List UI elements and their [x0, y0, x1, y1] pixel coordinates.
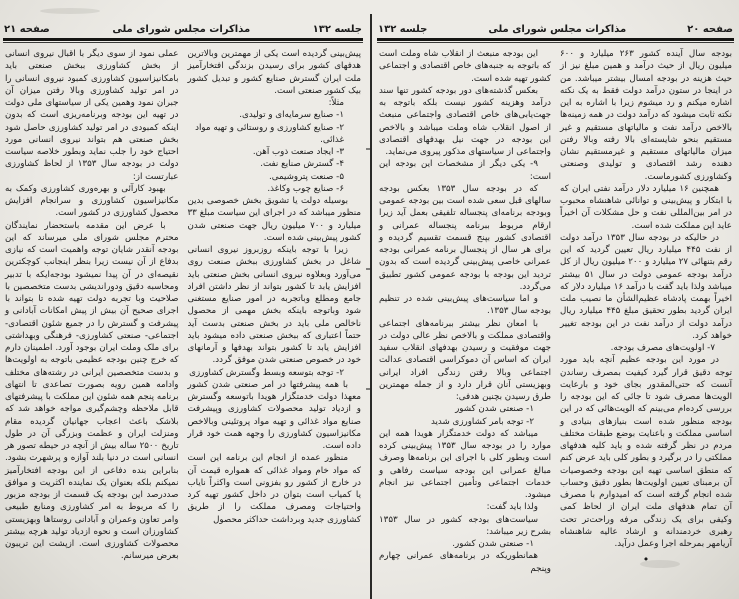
paragraph: در حالیکه در بودجه سال ۱۳۵۳ درآمد دولت از نفت ۴۴۵ میلیارد ریال تعیین گردید که این رقم بتنهائی ۲۷ میلیارد و ۲۰۰ میلیون ریال از کل درآمد بودجه عمومی دولت در سال ۵۱ بیشتر میباشد ولذا باید گفت با درآمد ۱۶ میلیارد دلار که اخیراً بهمت پادشاه عظیم‌الشأن ما نصیب ملت ایران گردید بطور تحقیق مبلغ ۴۴۵ میلیارد ریال درآمد دولت از درآمد نفت در این بودجه تغییر خواهد کرد.: [560, 232, 732, 341]
paragraph: عملی نمود از سوی دیگر با اقبال نیروی انسانی از بخش کشاورزی ببخش صنعتی باید بامکانیزاسیون کشاورزی کمبود نیروی انسانی را در امر تولید کشاورزی وبالا رفتن میزان آن جبران نمود وهمین یکی از سیاستهای ملی دولت در تهیه این بودجه وبرنامه‌ریزی است که بدون اینکه کمبودی در امر تولید کشاورزی حاصل شود بخش صنعتی هم بتواند نیروی انسانی مورد احتیاج خود را جلب نماید وبطور خلاصه سیاست دولت در بودجه سال ۱۳۵۳ از لحاظ کشاورزی عبارتست از:: [5, 49, 179, 182]
list-line: ۱- صنایع سرمایه‌ای و تولیدی.: [239, 110, 344, 121]
list-line: ۵- صنعت پتروشیمی.: [268, 171, 344, 182]
paragraph: با عرض این مقدمه باستحضار نمایندگان محترم مجلس شورای ملی میرساند که این بودجه آنقدر شایان توجه واهمیت است که نیازی بدفاع از آن نیست زیرا بنظر اینجانب کوچکترین نقیصه‌ای در آن پیدا نمیشود بودجه‌ایکه با تدبیر ومحاسبه دقیق ودوراندیشی بدست متخصصین با صلاحیت وبا تجربه دولت تهیه شده تا بتواند با اجرای صحیح آن بیش از پیش امکانات آبادانی و پیشرفت و گسترش را در جمیع شئون اقتصادی- اجتماعی- صنعتی کشاورزی- فرهنگی وبهداشتی برای ملک وملت ایران بوجود آورد. اطمینان دارم که خرج چنین بودجه عظیمی باتوجه به اولویت‌ها و بدست متخصصین ایرانی در رشته‌های مختلف وادامه همین رویه بصورت تصاعدی تا انتهای برنامه پنجم همه شئون این مملکت با پیشرفتهای قابل ملاحظه وچشم‌گیری مواجه خواهد شد که بلاشک باعث اعجاب جهانیان گردیده مقام ومنزلت ایران و عظمت وبزرگی آن در طول تاریخ ۲۵۰۰ ساله بیش از آنچه در حیطه تصور هر انسانی است در دنیا بلند آوازه و پرشهرت بشود. بنابراین بنده دفاعی از این بودجه افتخارآمیز نمیکنم بلکه بعنوان یک نماینده اکثریت و موافق صددرصد این بودجه یک قسمت از بودجه مزبور را که مربوط به امر کشاورزی ومنابع طبیعی وامر تعاون وعمران و آبادانی روستاها وبهزیستی کشاورزان است و نحوه ازدیاد تولید هرچه بیشتر محصولات کشاورزی است. ازپشت این تریبون بعرض میرسانم.: [5, 220, 179, 562]
scan-artifact-marks: [366, 60, 372, 480]
page-right-header: [374, 0, 737, 36]
list-line: ۶- صنایع چوب وکاغذ.: [267, 183, 344, 194]
paragraph: ولذا باید گفت:: [486, 502, 538, 513]
paragraph: همانطوریکه در برنامه‌های عمرانی چهارم وپنجم: [379, 551, 551, 574]
paragraph: سیاست‌های بودجه کشور در سال ۱۳۵۳ بشرح زیر میباشد:: [379, 514, 551, 537]
paragraph: زیرا با توجه باینکه روزبروز نیروی انسانی شاغل در بخش کشاورزی ببخش صنعت روی می‌آورد وبعلاوه نیروی انسانی بخش صنعتی باید افزایش یابد تا کشور بتواند از نظر داشتن افراد جامع ومطلع وباتجربه در امور صنایع مستغنی شود وباتوجه باینکه بخش مهمی از محصول ناخالص ملی باید در بخش صنعتی بدست آید حتماً اعتباری که ببخش صنعتی داده میشود باید افزایش یابد تا کشور بتواند بهدفها و آرمانهای خود در خصوص صنعتی شدن موفق گردد.: [187, 245, 361, 366]
page-number: صفحه ۲۰: [687, 24, 733, 35]
paragraph: و اما سیاست‌های پیش‌بینی شده در تنظیم بودجه سال ۱۳۵۳.: [379, 294, 551, 317]
paragraph: این بودجه منبعث از انقلاب شاه وملت است که باتوجه به جنبه‌های خاص اقتصادی و اجتماعی کشور تهیه شده است.: [379, 49, 551, 84]
list-line: ۷- اولویت‌های مصرف بودجه.: [610, 343, 715, 353]
list-line: ۱- صنعتی شدن کشور: [455, 404, 534, 415]
paragraph: پیش‌بینی گردیده است یکی از مهمترین وبالاترین هدفهای کشور برای رسیدن بزندگی افتخارآمیز ملت ایران گسترش صنایع کشور و تبدیل کشور بیک کشور صنعتی است.: [187, 49, 361, 96]
paragraph: در مورد این بودجه عظیم آنچه باید مورد توجه دقیق قرار گیرد کیفیت بمصرف رساندن آنست که حتی‌المقدور بجای خود و بارعایت الویت‌ها مصرف شود تا جائی که این بودجه را بررسی کرده‌ام می‌بینم که الویت‌هائی که در این بودجه منظور شده است بنیازهای بنیادی و اساسی مملکت و باعنایت بوضع طبقات مختلف مردم در نظر گرفته شده و باید کلیه هدفهای مملکتی را در برگیرد و بطور کلی باید عرض کنم که منطق اساسی تهیه این بودجه وخصوصیات آن برمبنای تعیین اولویت‌ها بطور دقیق وحساب شده انجام گرفته است که امیدوارم با مصرف آن تمام هدفهای ملت ایران از لحاظ کمی وکیفی برای یک زندگی مرفه وراحت‌تر تحت رهبری خردمندانه و ارشاد عالیه شاهنشاه آریامهر بمرحله اجرا وعمل درآید.: [560, 355, 732, 549]
paragraph: همچنین ۱۶ میلیارد دلار درآمد نفتی ایران که با ابتکار و پیش‌بینی و توانائی شاهنشاه محبوب در امر بین‌المللی نفت و حل مشکلات آن اخیراً عاید این مملکت شده است.: [560, 183, 732, 231]
list-line: ۴- گسترش صنایع نفت.: [260, 159, 344, 170]
paragraph: با امعان نظر بیشتر ببرنامه‌های اجتماعی واقتصادی مملکت و بالاخص نظر عالی دولت در جهت موفقیت و رسیدن بهدفهای انقلاب سفید ایران که اساس آن دموکراسی اقتصادی عدالت اجتماعی وبالا رفتن زندگی افراد ایرانی وبهزیستی آنان قرار دارد و از جمله مهمترین طرق رسیدن بچنین هدفی:: [379, 318, 551, 402]
paragraph: منظور عمده از انجام این برنامه این است که مواد خام ومواد غذائی که همواره قیمت آن در خارج از کشور رو بفزونی است واکثراً نایاب یا کمیاب است بتوان در داخل کشور تهیه کرد واحتیاجات ومصرف مملکت را از طریق کشاورزی جدید وبرداشت حداکثر محصول: [187, 453, 361, 525]
journal-title: مذاکرات مجلس شورای ملی: [488, 24, 627, 35]
paragraph: •: [642, 553, 650, 567]
text-column: [379, 48, 551, 575]
paragraph: بعکس گذشته‌های دور بودجه کشور تنها سند درآمد وهزینه کشور نیست بلکه باتوجه به جهت‌یابی‌های خاص اقتصادی واجتماعی منبعث از اصول انقلاب شاه وملت میباشد و بالاخص این بودجه در جهت نیل بهدفهای اقتصادی واجتماعی از سیاستهای مذکور پیروی می‌نماید.: [379, 85, 551, 157]
text-column: [188, 48, 362, 563]
list-line: ۲- صنایع کشاورزی و روستائی و تهیه مواد غذائی.: [195, 122, 344, 145]
list-line: ۳- ایجاد صنعت ذوب آهن.: [252, 147, 344, 157]
page-right-columns: [374, 41, 737, 575]
page-number: صفحه ۲۱: [4, 24, 50, 35]
list-line: ۲- توجه بتوسعه وبسط وگسترش کشاورزی: [189, 367, 344, 378]
session-number: جلسه ۱۳۲: [378, 24, 428, 35]
paragraph: بوسیله دولت یا تشویق بخش خصوصی بدین منظور میباشد که در اجرای این سیاست مبلغ ۳۳ میلیارد و ۷۰۰ میلیون ریال جهت صنعتی شدن کشور پیش‌بینی شده است.: [187, 196, 362, 243]
page-left-columns: [0, 41, 366, 563]
page-left-header: [0, 0, 366, 36]
paragraph: ۹- یکی دیگر از مشخصات این بودجه این است:: [379, 159, 551, 182]
list-line: ۱- صنعتی شدن کشور.: [452, 539, 534, 549]
paragraph: بهبود کارآئی و بهره‌وری کشاورزی وکمک به مکانیزاسیون کشاورزی و سرانجام افزایش محصول کشاورزی در کشور است.: [5, 183, 179, 219]
list-line: مثلاً:: [328, 98, 344, 108]
paragraph: که در بودجه سال ۱۳۵۳ بعکس بودجه سالهای قبل سعی شده است بین بودجه عمومی وبودجه برنامه‌ای پنجساله تلفیقی بعمل آید زیرا ارقام مربوط ببرنامه پنجساله عمرانی و اقتصادی کشور بپنج قسمت تقسیم گردیده و برای هر سال از پنجسال برنامه عمرانی بودجه عمرانی خاصی پیش‌بینی گردیده است که بدون تردید این بودجه با بودجه عمومی کشور تطبیق می‌گردد.: [379, 183, 551, 292]
paragraph: میباشد که دولت خدمتگزار هویدا همه این موارد را در بودجه سال ۱۳۵۳ پیش‌بینی کرده است وبطور کلی با اجرای این برنامه‌ها وصرف مبالغ عمرانی این بودجه سیاست رفاهی و خدمات اجتماعی وتأمین اجتماعی نیز انجام میشود.: [379, 428, 552, 500]
paragraph: بودجه سال آینده کشور ۲۶۳ میلیارد و ۶۰۰ میلیون ریال از حیث درآمد و همین مبلغ نیز از حیث هزینه در بودجه امسال بیشتر میباشد. من در اینجا در ستون درآمد دولت فقط به یک نکته اشاره میکنم و رد میشوم زیرا با اشاره به این نکته ثابت میشود که درآمد دولت در همه زمینه‌ها بالاخص درآمد نفت و مالیاتهای مستقیم و غیر مستقیم بنحو شایسته‌ای بالا رفته وبالا رفتن میزان مالیاتهای مستقیم و غیرمستقیم نشان دهنده رشد اقتصادی و تولیدی وصنعتی وکشاورزی کشورماست.: [559, 49, 732, 182]
text-column: [5, 48, 179, 563]
journal-title: مذاکرات مجلس شورای ملی: [112, 24, 251, 35]
paragraph: با همه پیشرفتها در امر صنعتی شدن کشور معهذا دولت خدمتگزار هویدا باتوسعه وگسترش و ازدیاد تولید محصولات کشاورزی وپیشرفت صنایع مواد غذائی و تهیه مواد پروتئینی وبالاخص مکانیزاسیون کشاورزی را وجهه همت خود قرار داده است.: [187, 379, 361, 451]
page-right: [374, 0, 737, 599]
session-number: جلسه ۱۳۲: [312, 24, 362, 35]
text-column: [560, 48, 732, 575]
list-line: ۲- توجه بامر کشاورزی شدید: [430, 416, 534, 427]
page-left: [0, 0, 366, 599]
